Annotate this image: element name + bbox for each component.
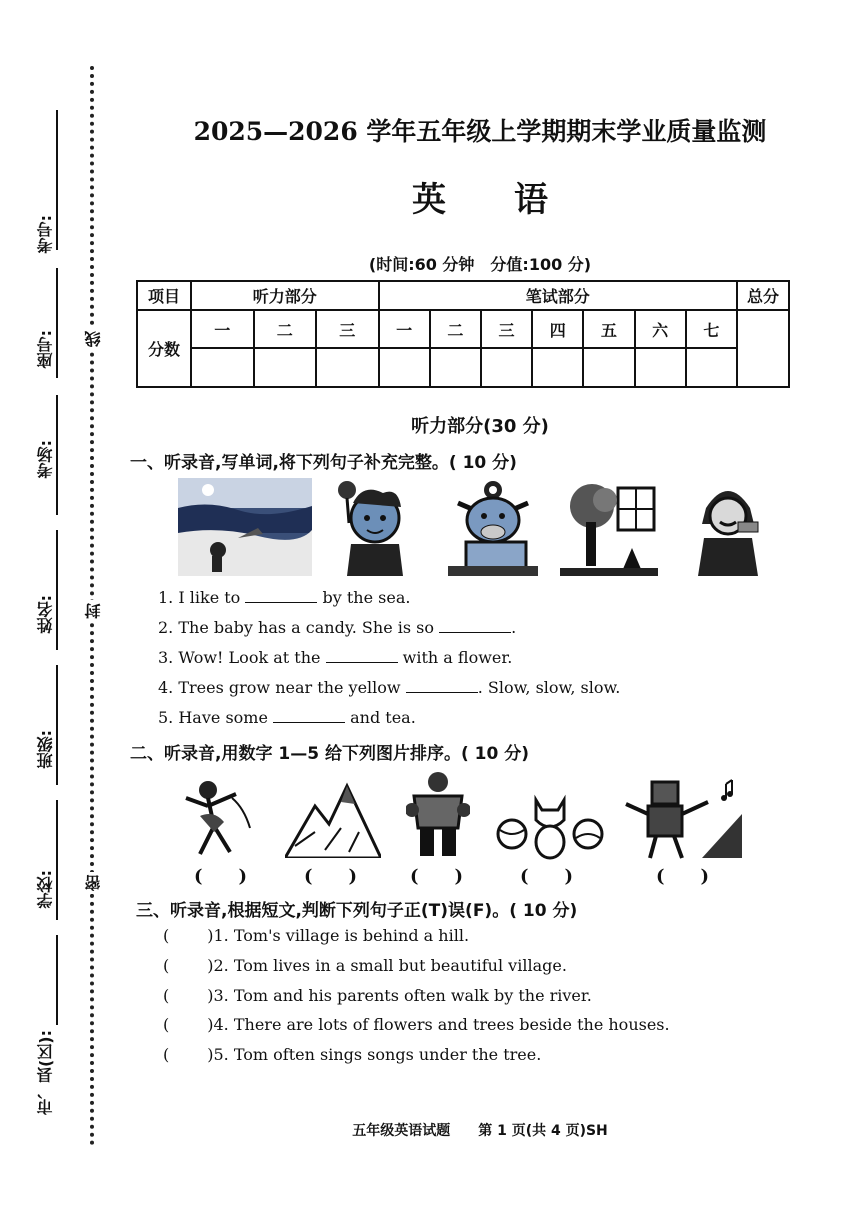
score-table <box>136 280 790 388</box>
q1-item-2-pre: 2. The baby has a candy. She is so <box>158 618 435 637</box>
writing-col: 五 <box>583 310 634 348</box>
mountain-picture <box>285 776 381 858</box>
score-cell[interactable] <box>316 348 379 387</box>
q3-item-3 <box>163 986 592 1005</box>
q1-item-1 <box>158 588 410 607</box>
cow-flower-picture <box>448 478 538 576</box>
writing-col: 七 <box>686 310 737 348</box>
writing-col: 二 <box>430 310 481 348</box>
baby-candy-picture <box>335 478 407 576</box>
q1-item-3-post: with a flower. <box>402 648 513 667</box>
writing-col: 六 <box>635 310 686 348</box>
score-cell[interactable] <box>583 348 634 387</box>
q2-heading: 二、听录音,用数字 1—5 给下列图片排序。( 10 分) <box>130 744 529 764</box>
listening-col: 一 <box>191 310 254 348</box>
q1-blank-1[interactable] <box>245 602 317 603</box>
q1-item-4-post: . Slow, slow, slow. <box>477 678 621 697</box>
seal-char-secret: 密 <box>82 872 105 894</box>
listening-section-heading: 听力部分(30 分) <box>411 416 549 437</box>
q1-blank-5[interactable] <box>273 722 345 723</box>
score-cell[interactable] <box>481 348 532 387</box>
score-cell[interactable] <box>379 348 430 387</box>
writing-col: 三 <box>481 310 532 348</box>
q1-item-1-post: by the sea. <box>322 588 411 607</box>
listening-col: 二 <box>254 310 317 348</box>
q3-paren-1[interactable]: ( <box>163 926 170 945</box>
school-label: 学校: <box>36 870 55 909</box>
q2-answer-2[interactable]: ( ) <box>304 866 358 887</box>
listening-header: 听力部分 <box>191 281 379 310</box>
q3-item-1 <box>163 926 469 945</box>
q1-item-5-post: and tea. <box>350 708 416 727</box>
tree-window-picture <box>560 478 658 576</box>
q3-item-4-text: )4. There are lots of flowers and trees beside the houses. <box>207 1015 670 1034</box>
seat-number-label: 座号: <box>36 330 55 369</box>
q1-item-2 <box>158 618 516 637</box>
q1-item-4-pre: 4. Trees grow near the yellow <box>158 678 401 697</box>
q1-item-5-pre: 5. Have some <box>158 708 268 727</box>
q3-heading: 三、听录音,根据短文,判断下列句子正(T)误(F)。( 10 分) <box>136 901 578 921</box>
district-line <box>56 935 58 1025</box>
q1-blank-4[interactable] <box>406 692 478 693</box>
page-footer: 五年级英语试题 第 1 页(共 4 页)SH <box>352 1123 608 1139</box>
seal-char-seal: 封 <box>82 600 105 622</box>
score-cell[interactable] <box>532 348 583 387</box>
dancing-girl-picture <box>178 776 258 858</box>
q2-answer-5[interactable]: ( ) <box>656 866 710 887</box>
q1-blank-2[interactable] <box>439 632 511 633</box>
robot-music-picture <box>622 774 750 860</box>
beach-picture <box>178 478 312 576</box>
q1-item-3 <box>158 648 512 667</box>
total-score-cell[interactable] <box>737 310 789 387</box>
exam-number-label: 考号: <box>36 215 55 254</box>
q3-item-3-text: )3. Tom and his parents often walk by the river. <box>207 986 592 1005</box>
subject-title: 英 语 <box>412 180 548 220</box>
exam-info: (时间:60 分钟 分值:100 分) <box>368 255 592 274</box>
q3-item-2 <box>163 956 567 975</box>
girl-sandwich-picture <box>688 478 768 576</box>
q1-item-5 <box>158 708 416 727</box>
writing-header: 笔试部分 <box>379 281 737 310</box>
q2-answer-4[interactable]: ( ) <box>520 866 574 887</box>
q3-item-4 <box>163 1015 670 1034</box>
strong-man-picture <box>406 770 470 860</box>
q3-paren-2[interactable]: ( <box>163 956 170 975</box>
q3-item-1-text: )1. Tom's village is behind a hill. <box>207 926 470 945</box>
q1-item-2-post: . <box>511 618 517 637</box>
seal-char-line: 线 <box>82 328 105 350</box>
score-cell[interactable] <box>254 348 317 387</box>
q1-item-3-pre: 3. Wow! Look at the <box>158 648 321 667</box>
q3-item-5-text: )5. Tom often sings songs under the tree. <box>207 1045 542 1064</box>
score-row-label: 分数 <box>137 310 191 387</box>
q3-item-5 <box>163 1045 541 1064</box>
q3-paren-3[interactable]: ( <box>163 986 170 1005</box>
score-cell[interactable] <box>191 348 254 387</box>
score-cell[interactable] <box>430 348 481 387</box>
q1-blank-3[interactable] <box>326 662 398 663</box>
q1-item-1-pre: 1. I like to <box>158 588 241 607</box>
q2-answer-3[interactable]: ( ) <box>410 866 464 887</box>
q1-item-4 <box>158 678 620 697</box>
q1-heading: 一、听录音,写单词,将下列句子补充完整。( 10 分) <box>130 453 517 473</box>
score-cell[interactable] <box>686 348 737 387</box>
q3-paren-5[interactable]: ( <box>163 1045 170 1064</box>
exam-room-label: 考场: <box>36 440 55 479</box>
exam-title: 2025—2026 学年五年级上学期期末学业质量监测 <box>193 117 767 146</box>
writing-col: 一 <box>379 310 430 348</box>
total-header: 总分 <box>737 281 789 310</box>
q3-item-2-text: )2. Tom lives in a small but beautiful village. <box>207 956 567 975</box>
q3-paren-4[interactable]: ( <box>163 1015 170 1034</box>
q2-answer-1[interactable]: ( ) <box>194 866 248 887</box>
class-label: 班级: <box>36 730 55 769</box>
name-label: 姓名: <box>36 595 55 634</box>
item-header: 项目 <box>137 281 191 310</box>
district-label: 市、县(区): <box>36 1030 55 1116</box>
score-cell[interactable] <box>635 348 686 387</box>
writing-col: 四 <box>532 310 583 348</box>
listening-col: 三 <box>316 310 379 348</box>
cat-balls-picture <box>496 790 604 860</box>
